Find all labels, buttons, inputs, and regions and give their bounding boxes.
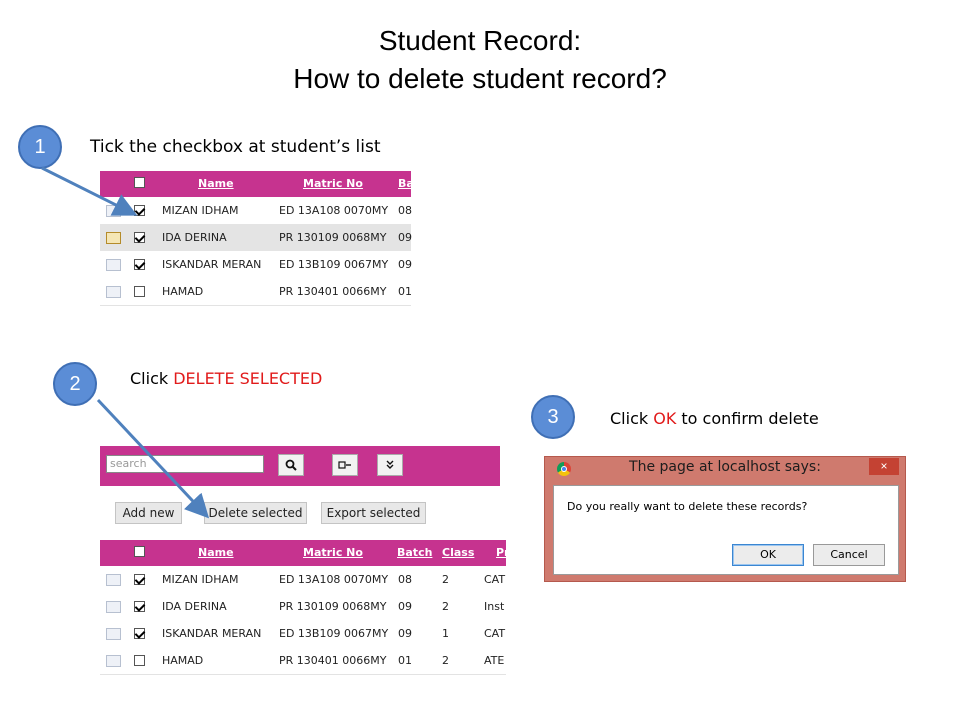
cell-batch: 08 [398,204,412,217]
column-header-matric[interactable]: Matric No [303,177,363,190]
cell-matric: PR 130109 0068MY [279,231,387,244]
step-2-marker: 2 [53,362,97,406]
cell-matric: PR 130401 0066MY [279,654,387,667]
cell-batch: 09 [398,600,412,613]
cell-matric: ED 13B109 0067MY [279,627,389,640]
ok-button[interactable]: OK [732,544,804,566]
cell-batch: 08 [398,573,412,586]
step-3-marker: 3 [531,395,575,439]
search-input[interactable]: search [106,455,264,473]
title-line-1: Student Record: [378,25,582,56]
cell-name: ISKANDAR MERAN [162,258,262,271]
step-2-highlight: DELETE SELECTED [173,369,323,388]
cell-name: ISKANDAR MERAN [162,627,262,640]
cell-class: 1 [442,627,449,640]
column-header-batch[interactable]: Batch [397,546,433,559]
step-1-marker: 1 [18,125,62,169]
cell-name: MIZAN IDHAM [162,573,239,586]
cell-matric: ED 13A108 0070MY [279,204,389,217]
step-2-prefix: Click [130,369,174,388]
step-3-highlight: OK [653,409,677,428]
title-line-2: How to delete student record? [293,63,667,94]
export-selected-button[interactable]: Export selected [321,502,426,524]
cell-matric: ED 13B109 0067MY [279,258,389,271]
column-header-batch[interactable]: Ba [398,177,414,190]
cell-matric: PR 130401 0066MY [279,285,387,298]
cell-class: 2 [442,654,449,667]
cell-class: 2 [442,600,449,613]
cell-name: HAMAD [162,654,204,667]
cell-name: MIZAN IDHAM [162,204,239,217]
cell-program: Inst [484,600,505,613]
cell-matric: PR 130109 0068MY [279,600,387,613]
step-3-suffix: to confirm delete [676,409,819,428]
dialog-message: Do you really want to delete these records? [567,500,808,513]
column-header-name[interactable]: Name [198,177,234,190]
cell-name: HAMAD [162,285,204,298]
add-new-button[interactable]: Add new [115,502,182,524]
column-header-class[interactable]: Class [442,546,475,559]
delete-selected-button[interactable]: Delete selected [204,502,307,524]
step-2-arrow [98,400,205,514]
cancel-button[interactable]: Cancel [813,544,885,566]
column-header-matric[interactable]: Matric No [303,546,363,559]
dialog-title: The page at localhost says: [629,459,821,475]
cell-name: IDA DERINA [162,600,227,613]
cell-batch: 09 [398,231,412,244]
cell-batch: 09 [398,258,412,271]
cell-program: CAT [484,573,506,586]
step-1-arrow [42,168,132,213]
close-button[interactable]: × [869,458,899,475]
cell-name: IDA DERINA [162,231,227,244]
cell-program: ATE [484,654,505,667]
column-header-name[interactable]: Name [198,546,234,559]
cell-matric: ED 13A108 0070MY [279,573,389,586]
step-3-prefix: Click [610,409,654,428]
cell-batch: 01 [398,654,412,667]
cell-class: 2 [442,573,449,586]
cell-program: CAT [484,627,506,640]
step-1-instruction: Tick the checkbox at student’s list [90,137,381,157]
cell-batch: 09 [398,627,412,640]
column-header-program[interactable]: Pr [496,546,510,559]
cell-batch: 01 [398,285,412,298]
